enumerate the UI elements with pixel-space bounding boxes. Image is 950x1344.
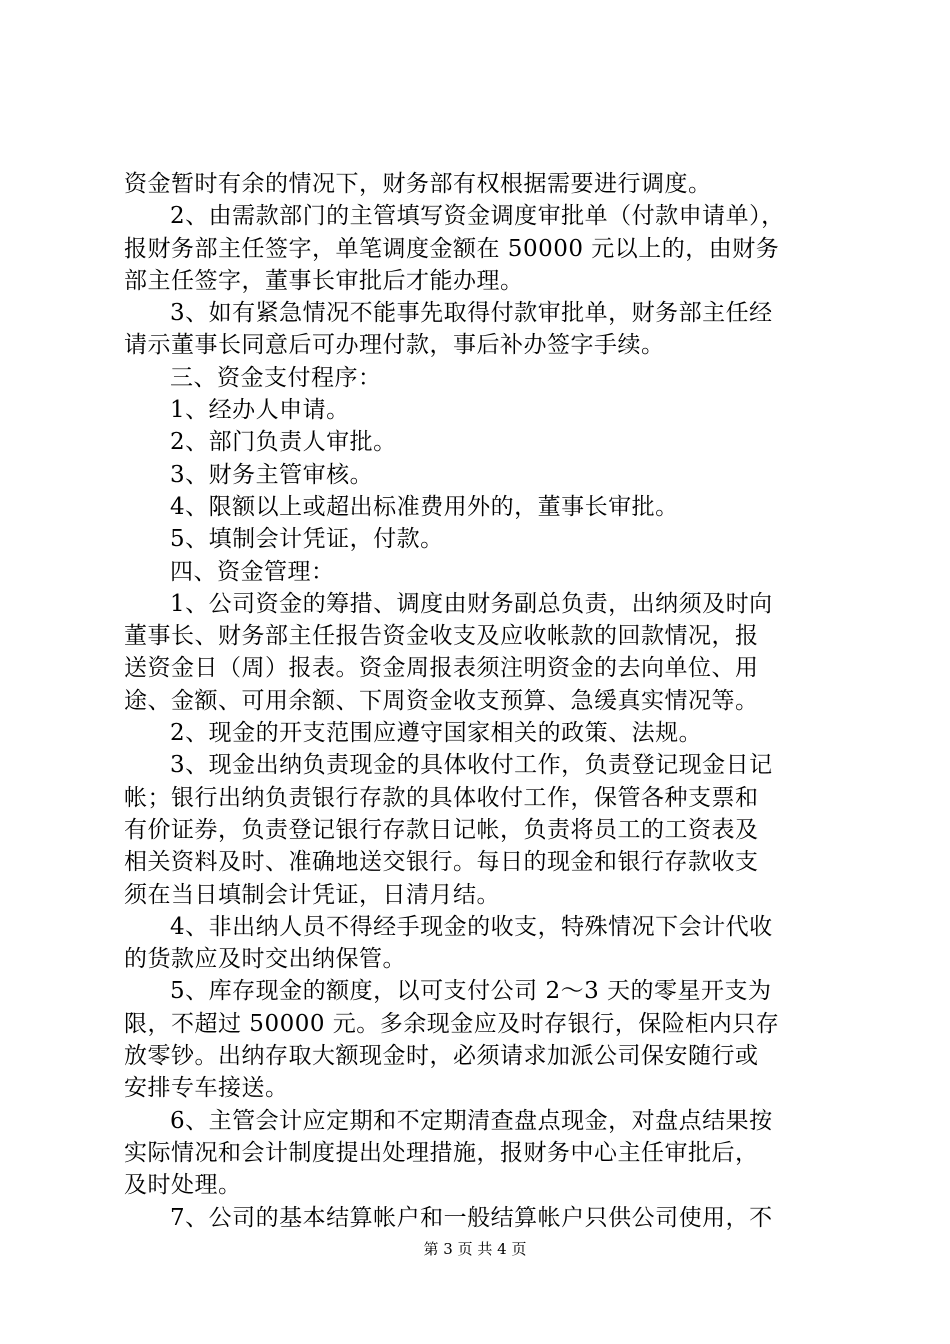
- text-line: 相关资料及时、准确地送交银行。每日的现金和银行存款收支: [124, 849, 759, 876]
- text-line: 2、由需款部门的主管填写资金调度审批单（付款申请单），: [170, 203, 785, 230]
- text-line: 3、现金出纳负责现金的具体收付工作，负责登记现金日记: [170, 752, 773, 779]
- text-line: 5、填制会计凭证，付款。: [170, 526, 444, 553]
- text-line: 3、如有紧急情况不能事先取得付款审批单，财务部主任经: [170, 300, 773, 327]
- text-line: 7、公司的基本结算帐户和一般结算帐户只供公司使用，不: [170, 1204, 773, 1231]
- text-line: 4、非出纳人员不得经手现金的收支，特殊情况下会计代收: [170, 913, 773, 940]
- text-line: 5、库存现金的额度，以可支付公司 2～3 天的零星开支为: [170, 978, 772, 1005]
- text-line: 6、主管会计应定期和不定期清查盘点现金，对盘点结果按: [170, 1107, 773, 1134]
- page-footer: 第 3 页 共 4 页: [423, 1240, 527, 1258]
- text-line: 部主任签字，董事长审批后才能办理。: [124, 267, 524, 294]
- text-line: 途、金额、可用余额、下周资金收支预算、急缓真实情况等。: [124, 687, 759, 714]
- text-line: 实际情况和会计制度提出处理措施，报财务中心主任审批后，: [124, 1139, 759, 1166]
- text-line: 4、限额以上或超出标准费用外的，董事长审批。: [170, 493, 679, 520]
- text-line: 董事长、财务部主任报告资金收支及应收帐款的回款情况，报: [124, 623, 759, 650]
- text-line: 安排专车接送。: [124, 1075, 289, 1102]
- text-line: 及时处理。: [124, 1172, 242, 1199]
- text-line: 四、资金管理：: [170, 558, 335, 585]
- text-line: 1、经办人申请。: [170, 397, 350, 424]
- text-line: 2、部门负责人审批。: [170, 429, 397, 456]
- text-line: 3、财务主管审核。: [170, 461, 374, 488]
- text-line: 有价证券，负责登记银行存款日记帐，负责将员工的工资表及: [124, 816, 759, 843]
- text-line: 放零钞。出纳存取大额现金时，必须请求加派公司保安随行或: [124, 1043, 759, 1070]
- text-line: 资金暂时有余的情况下，财务部有权根据需要进行调度。: [124, 171, 712, 197]
- text-line: 的货款应及时交出纳保管。: [124, 946, 406, 973]
- text-line: 请示董事长同意后可办理付款，事后补办签字手续。: [124, 332, 665, 359]
- document-body: [124, 168, 834, 1234]
- text-line: 帐；银行出纳负责银行存款的具体收付工作，保管各种支票和: [124, 784, 759, 811]
- text-line: 须在当日填制会计凭证，日清月结。: [124, 881, 500, 908]
- text-line: 2、现金的开支范围应遵守国家相关的政策、法规。: [170, 720, 703, 747]
- text-line: 报财务部主任签字，单笔调度金额在 50000 元以上的，由财务: [124, 235, 780, 262]
- text-line: 1、公司资金的筹措、调度由财务副总负责，出纳须及时向: [170, 590, 773, 617]
- text-line: 三、资金支付程序：: [170, 364, 382, 391]
- text-line: 送资金日（周）报表。资金周报表须注明资金的去向单位、用: [124, 655, 759, 682]
- text-line: 限，不超过 50000 元。多余现金应及时存银行，保险柜内只存: [124, 1010, 780, 1037]
